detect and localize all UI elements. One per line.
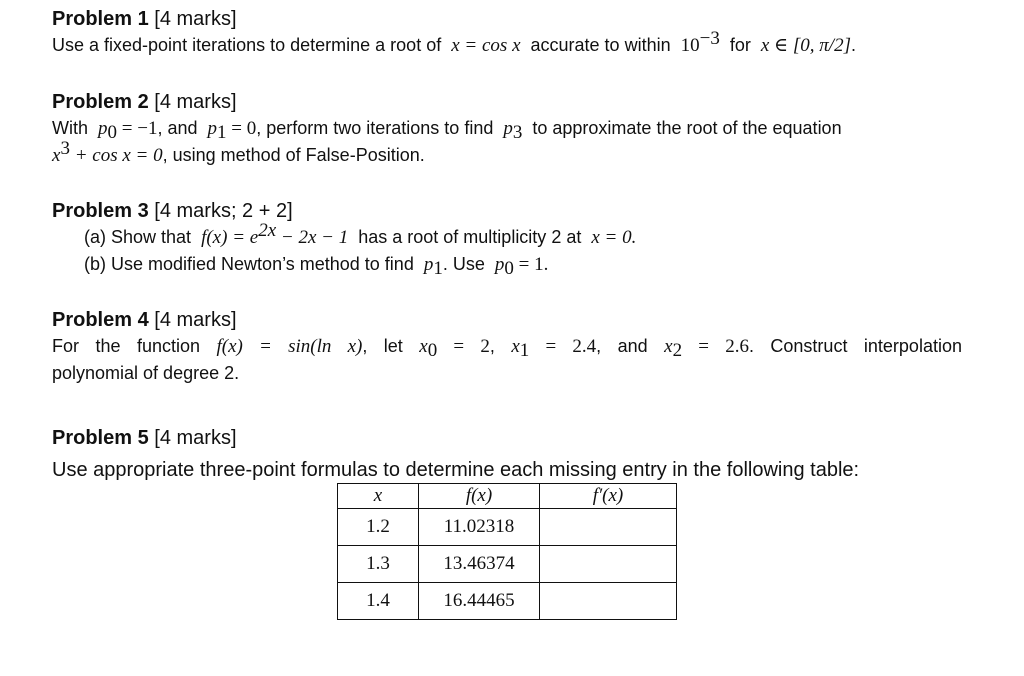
derivative-table bbox=[337, 483, 677, 620]
problem-title: Problem 4 bbox=[52, 309, 149, 331]
problem-title: Problem 2 bbox=[52, 91, 149, 113]
problem-marks: [4 marks] bbox=[154, 8, 237, 30]
equation: x = cos x bbox=[451, 35, 521, 56]
table-cell-fpx bbox=[540, 546, 677, 583]
table-row bbox=[338, 546, 677, 583]
table-cell-fx: 16.44465 bbox=[419, 583, 540, 620]
problem-3-part-b: (b) Use modified Newton’s method to find $p_1$. Use $p_0 = 1$. bbox=[84, 254, 549, 279]
table-header-fpx: f′(x) bbox=[540, 484, 677, 509]
problem-4 bbox=[52, 307, 972, 386]
problem-5 bbox=[52, 425, 972, 483]
table-cell-fpx bbox=[540, 583, 677, 620]
problem-marks: [4 marks] bbox=[154, 91, 237, 113]
table-cell-x: 1.2 bbox=[338, 509, 419, 546]
problem-4-heading bbox=[52, 307, 972, 333]
problem-1-heading bbox=[52, 6, 972, 32]
problem-4-text-line-2: polynomial of degree 2. bbox=[52, 363, 240, 383]
problem-marks: [4 marks] bbox=[154, 309, 237, 331]
table-cell-fx: 13.46374 bbox=[419, 546, 540, 583]
problem-3 bbox=[52, 198, 972, 278]
problem-marks: [4 marks] bbox=[154, 427, 237, 449]
problem-2-text-line-1: With $p_0 = -1$, and $p_1 = 0$, perform two iterations to find $p_3$ to approximate the root of the equation bbox=[52, 118, 842, 143]
table-cell-fx: 11.02318 bbox=[419, 509, 540, 546]
problem-2 bbox=[52, 89, 972, 169]
problem-marks: [4 marks; 2 + 2] bbox=[154, 200, 293, 222]
problem-3-heading bbox=[52, 198, 972, 224]
problem-1 bbox=[52, 6, 972, 59]
problem-4-text-line-1: For the function f(x) = sin(ln x), let $x_0 = 2$, $x_1 = 2.4$, and $x_2 = 2.6$. Construct interpolation bbox=[52, 336, 962, 361]
table-cell-x: 1.4 bbox=[338, 583, 419, 620]
table-row bbox=[338, 509, 677, 546]
problem-title: Problem 1 bbox=[52, 8, 149, 30]
problem-2-text-line-2: $x^3 + \cos x = 0$, using method of False-Position. bbox=[52, 138, 425, 166]
table-cell-x: 1.3 bbox=[338, 546, 419, 583]
problem-2-heading bbox=[52, 89, 972, 115]
table-row bbox=[338, 583, 677, 620]
table-header-row bbox=[338, 484, 677, 509]
problem-5-text: Use appropriate three-point formulas to determine each missing entry in the following table: bbox=[52, 459, 860, 481]
problem-title: Problem 5 bbox=[52, 427, 149, 449]
table-header-fx: f(x) bbox=[419, 484, 540, 509]
problem-5-heading bbox=[52, 425, 972, 451]
problem-3-part-a: (a) Show that $f(x) = e^{2x} - 2x - 1$ has a root of multiplicity 2 at x = 0. bbox=[84, 220, 637, 248]
problem-1-text: Use a fixed-point iterations to determine a root of x = cos x accurate to within $10^{-3}$ for x ∈ [0, π/2]. bbox=[52, 28, 856, 56]
table-cell-fpx bbox=[540, 509, 677, 546]
table-header-x: x bbox=[338, 484, 419, 509]
problem-title: Problem 3 bbox=[52, 200, 149, 222]
